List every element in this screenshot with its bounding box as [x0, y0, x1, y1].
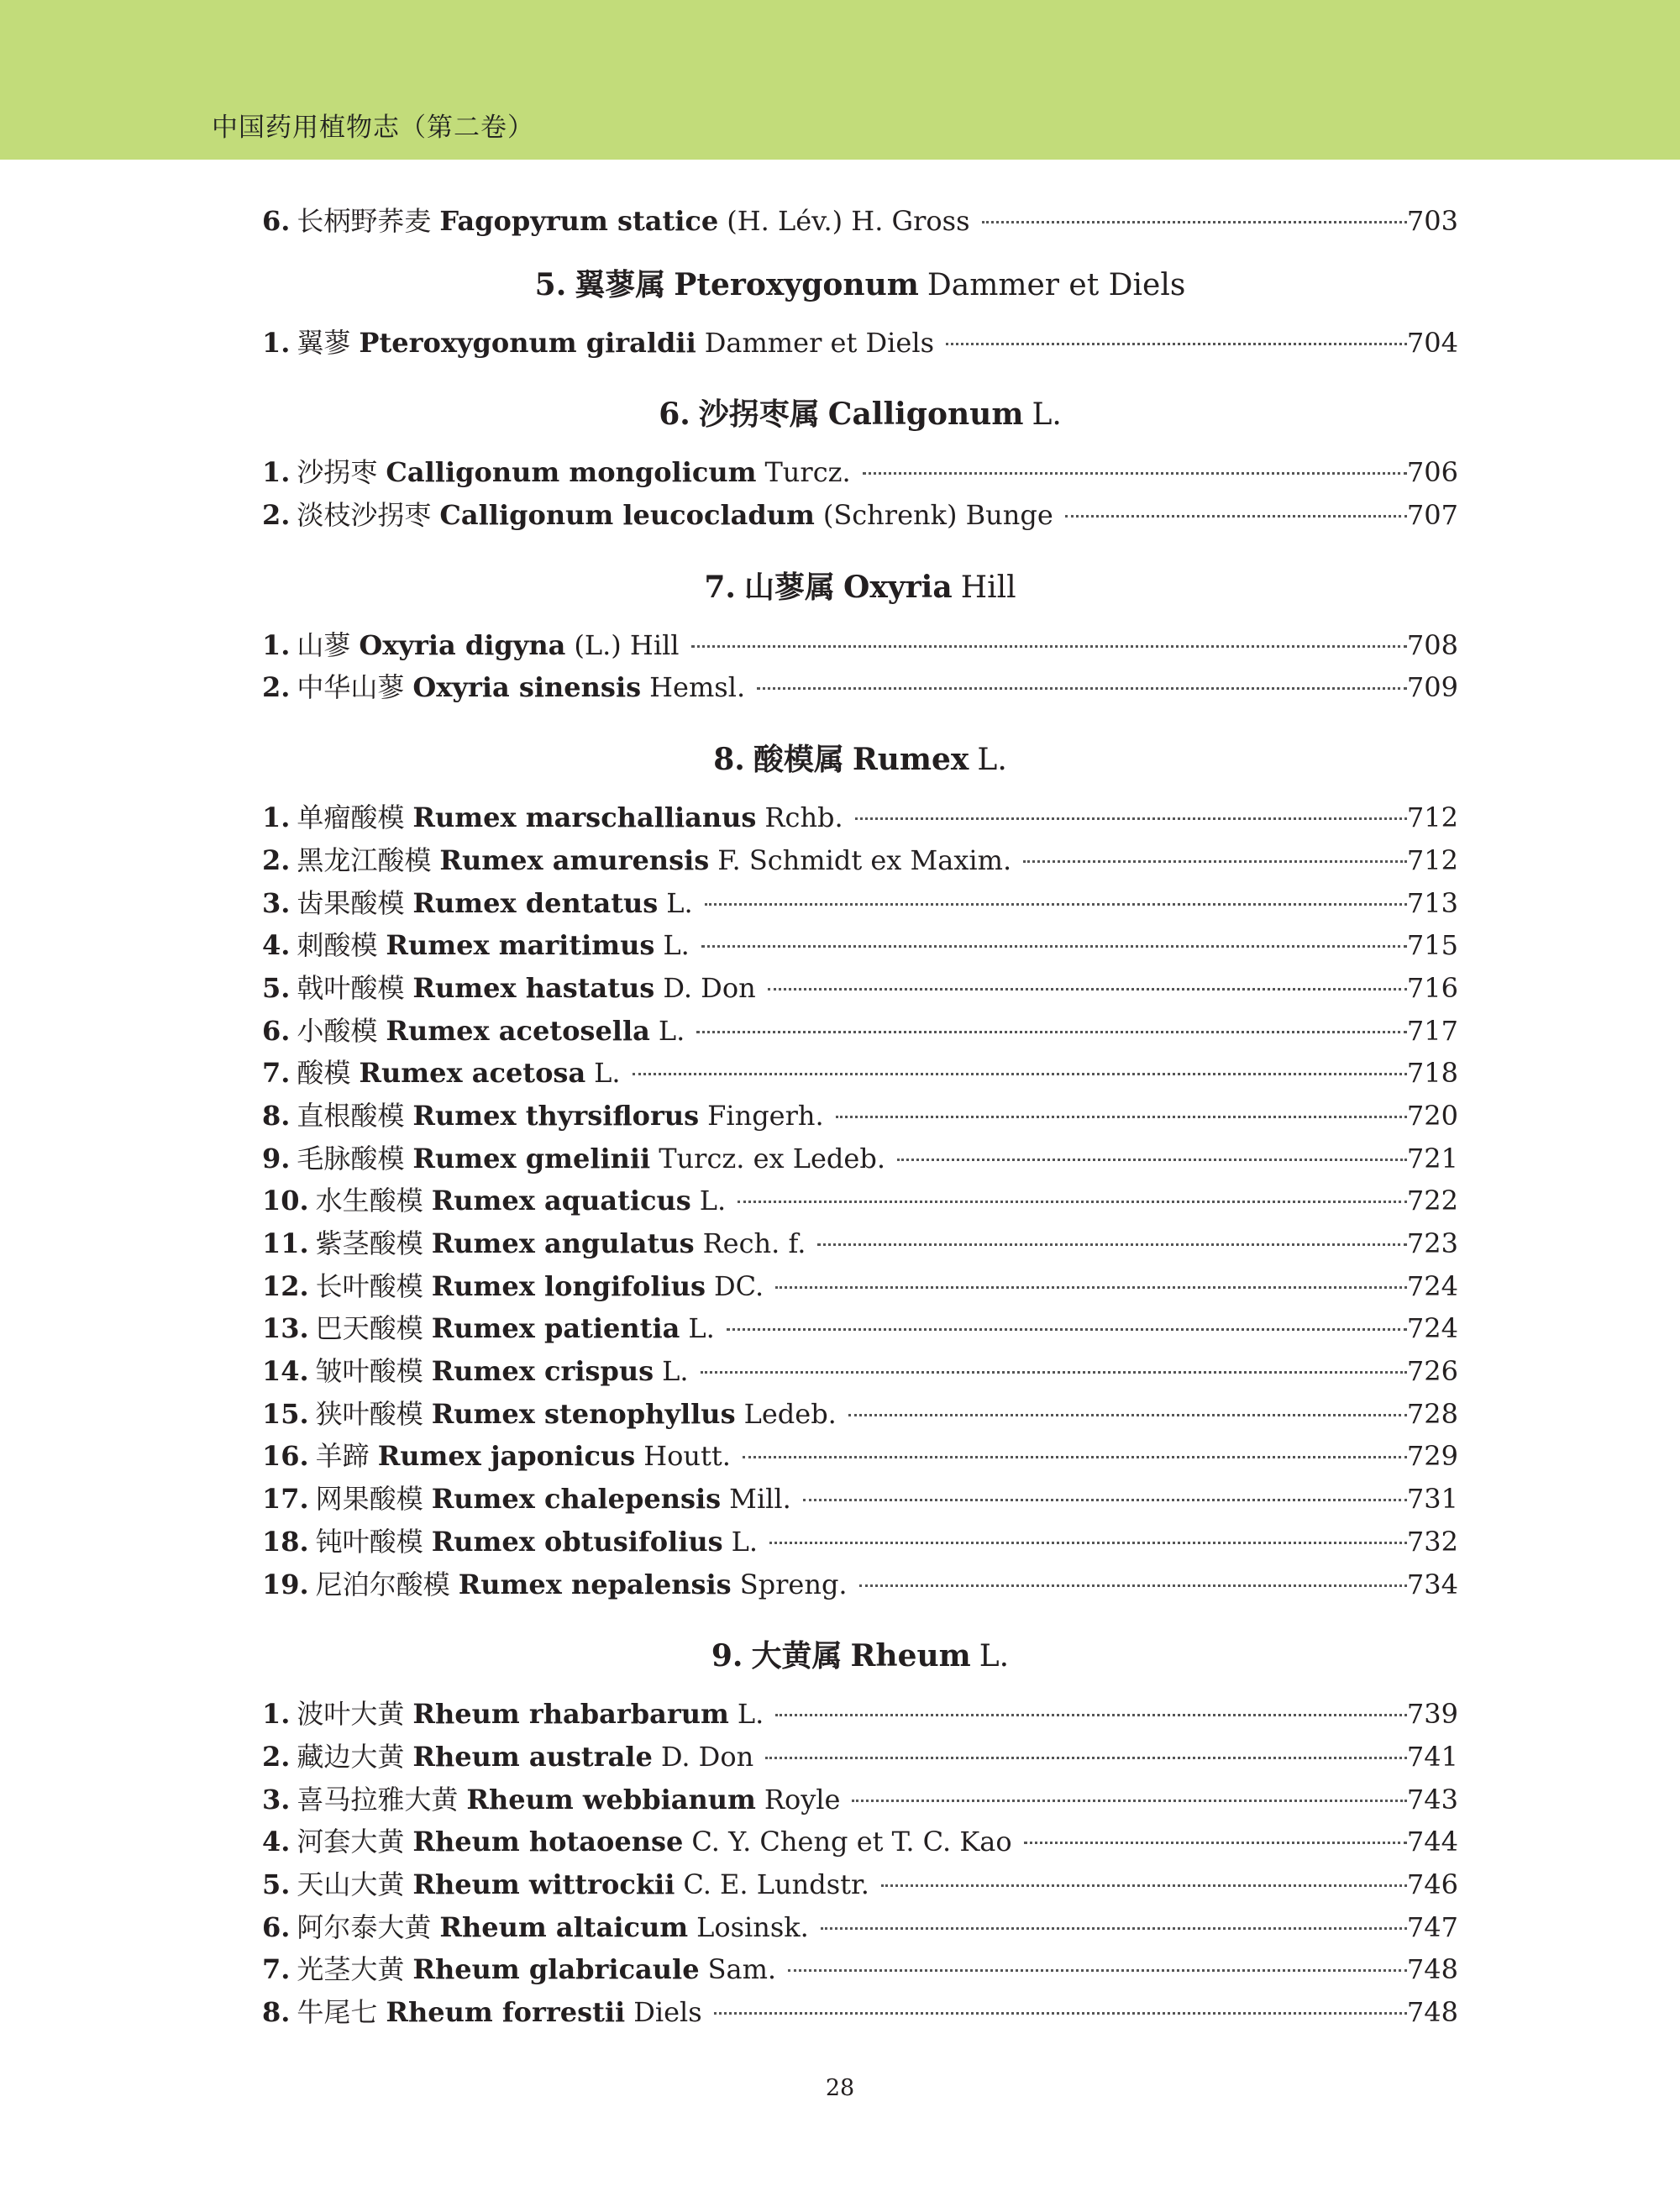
entry-author: Turcz. ex Ledeb.	[659, 1142, 885, 1174]
entry-species-name: Rumex obtusifolius	[431, 1525, 723, 1558]
genus-number: 9.	[711, 1638, 743, 1674]
dot-leader	[852, 1799, 1406, 1802]
entry-chinese-name: 河套大黄	[297, 1826, 405, 1858]
dot-leader	[775, 1713, 1407, 1716]
entry-number: 1.	[262, 1698, 291, 1731]
entry-number: 14.	[262, 1355, 309, 1388]
entry-page-number: 743	[1406, 1783, 1458, 1816]
entry-chinese-name: 紫茎酸模	[315, 1227, 423, 1259]
dot-leader	[803, 1498, 1407, 1501]
entry-page-number: 703	[1406, 205, 1458, 237]
entry-number: 3.	[262, 1783, 291, 1816]
page-header-band	[0, 0, 1680, 160]
entry-number: 1.	[262, 628, 291, 661]
entry-number: 7.	[262, 1057, 291, 1090]
toc-entry[interactable]	[262, 924, 1458, 967]
genus-chinese-name: 翼蓼属	[575, 266, 666, 302]
entry-number: 5.	[262, 971, 291, 1004]
entry-page-number: 739	[1406, 1698, 1458, 1731]
entry-chinese-name: 翼蓼	[297, 326, 351, 359]
toc-entry[interactable]	[262, 1863, 1458, 1906]
entry-author: Royle	[764, 1783, 841, 1816]
dot-leader	[768, 987, 1407, 991]
entry-chinese-name: 中华山蓼	[297, 671, 405, 704]
entry-chinese-name: 刺酸模	[297, 929, 378, 962]
entry-author: Spreng.	[739, 1568, 848, 1600]
entry-species-name: Rumex acetosa	[359, 1057, 586, 1090]
genus-number: 8.	[713, 742, 745, 778]
entry-species-name: Rumex thyrsiflorus	[412, 1099, 700, 1132]
entry-author: L.	[663, 929, 690, 962]
entry-species-name: Rumex aquaticus	[431, 1185, 691, 1217]
entry-species-name: Rheum altaicum	[439, 1910, 689, 1943]
toc-entry[interactable]	[262, 1821, 1458, 1863]
entry-chinese-name: 淡枝沙拐枣	[297, 499, 432, 532]
entry-page-number: 721	[1406, 1142, 1458, 1174]
entry-chinese-name: 羊蹄	[315, 1440, 370, 1473]
genus-number: 6.	[659, 397, 690, 433]
entry-author: Sam.	[707, 1953, 777, 1986]
entry-page-number: 734	[1406, 1568, 1458, 1600]
dot-leader	[881, 1884, 1407, 1887]
entry-author: Rech. f.	[702, 1227, 806, 1259]
entry-chinese-name: 藏边大黄	[297, 1740, 405, 1773]
page-number: 28	[825, 2075, 855, 2101]
entry-species-name: Rheum wittrockii	[412, 1868, 675, 1900]
dot-leader	[738, 1200, 1407, 1203]
entry-species-name: Rumex crispus	[431, 1355, 654, 1388]
entry-page-number: 746	[1406, 1868, 1458, 1900]
entry-page-number: 716	[1406, 971, 1458, 1004]
entry-page-number: 715	[1406, 929, 1458, 962]
entry-number: 17.	[262, 1483, 309, 1516]
entry-page-number: 731	[1406, 1483, 1458, 1516]
dot-leader	[743, 1455, 1407, 1458]
entry-species-name: Calligonum leucocladum	[439, 499, 815, 532]
entry-species-name: Rumex maritimus	[386, 929, 655, 962]
entry-page-number: 708	[1406, 628, 1458, 661]
genus-latin-name: Oxyria	[843, 569, 953, 605]
entry-chinese-name: 戟叶酸模	[297, 971, 405, 1004]
dot-leader	[714, 2011, 1407, 2015]
entry-number: 13.	[262, 1312, 309, 1345]
entry-species-name: Rumex dentatus	[412, 886, 659, 919]
entry-chinese-name: 尼泊尔酸模	[315, 1568, 450, 1600]
toc-entry[interactable]	[262, 1350, 1458, 1393]
toc-entry[interactable]	[262, 494, 1458, 537]
entry-chinese-name: 波叶大黄	[297, 1698, 405, 1731]
toc-entry[interactable]	[262, 322, 1458, 365]
dot-leader	[1065, 514, 1407, 518]
entry-page-number: 723	[1406, 1227, 1458, 1259]
entry-author: Mill.	[729, 1483, 791, 1516]
entry-chinese-name: 长叶酸模	[315, 1269, 423, 1302]
entry-author: D. Don	[660, 1740, 754, 1773]
entry-number: 10.	[262, 1185, 309, 1217]
entry-author: C. E. Lundstr.	[683, 1868, 869, 1900]
dot-leader	[946, 342, 1407, 345]
genus-number: 7.	[704, 569, 736, 605]
entry-author: L.	[688, 1312, 715, 1345]
genus-heading	[262, 560, 1458, 614]
entry-author: L.	[658, 1014, 685, 1047]
toc-entry[interactable]	[262, 1948, 1458, 1991]
toc-entry[interactable]	[262, 1693, 1458, 1736]
genus-chinese-name: 沙拐枣属	[698, 397, 820, 433]
toc-entry[interactable]	[262, 1052, 1458, 1095]
entry-number: 2.	[262, 671, 291, 704]
dot-leader	[836, 1115, 1407, 1118]
genus-heading	[262, 387, 1458, 441]
entry-chinese-name: 水生酸模	[315, 1185, 423, 1217]
entry-author: C. Y. Cheng et T. C. Kao	[691, 1826, 1012, 1858]
dot-leader	[705, 902, 1407, 906]
entry-number: 3.	[262, 886, 291, 919]
entry-species-name: Oxyria digyna	[359, 628, 566, 661]
entry-species-name: Calligonum mongolicum	[386, 456, 757, 489]
toc-entry[interactable]	[262, 1222, 1458, 1265]
entry-species-name: Rumex stenophyllus	[431, 1397, 736, 1430]
toc-entry[interactable]	[262, 1906, 1458, 1949]
entry-author: L.	[737, 1698, 764, 1731]
dot-leader	[859, 1584, 1407, 1587]
entry-page-number: 720	[1406, 1099, 1458, 1132]
entry-number: 16.	[262, 1440, 309, 1473]
toc-entry[interactable]	[262, 967, 1458, 1010]
toc-entry[interactable]	[262, 1478, 1458, 1521]
entry-number: 8.	[262, 1996, 291, 2028]
toc-entry[interactable]	[262, 796, 1458, 839]
book-title: 中国药用植物志（第二卷）	[212, 113, 534, 143]
entry-number: 1.	[262, 326, 291, 359]
entry-chinese-name: 齿果酸模	[297, 886, 405, 919]
entry-chinese-name: 网果酸模	[315, 1483, 423, 1516]
entry-chinese-name: 单瘤酸模	[297, 801, 405, 834]
entry-number: 6.	[262, 205, 291, 237]
entry-species-name: Rumex angulatus	[431, 1227, 695, 1259]
entry-species-name: Rumex marschallianus	[412, 801, 757, 834]
toc-entry[interactable]	[262, 1095, 1458, 1138]
entry-page-number: 726	[1406, 1355, 1458, 1388]
dot-leader	[701, 1370, 1407, 1374]
entry-species-name: Rumex longifolius	[431, 1269, 706, 1302]
entry-number: 1.	[262, 456, 291, 489]
entry-species-name: Rumex patientia	[431, 1312, 680, 1345]
dot-leader	[701, 944, 1407, 948]
toc-entry[interactable]	[262, 1435, 1458, 1478]
entry-species-name: Rumex acetosella	[386, 1014, 650, 1047]
entry-author: L.	[699, 1185, 727, 1217]
entry-number: 4.	[262, 929, 291, 962]
entry-number: 2.	[262, 843, 291, 876]
toc-entry[interactable]	[262, 1991, 1458, 2034]
entry-species-name: Rumex chalepensis	[431, 1483, 722, 1516]
entry-species-name: Rumex nepalensis	[458, 1568, 732, 1600]
entry-species-name: Rumex amurensis	[439, 843, 710, 876]
entry-author: L.	[594, 1057, 621, 1090]
dot-leader	[775, 1285, 1407, 1289]
toc-entry[interactable]	[262, 1779, 1458, 1821]
entry-chinese-name: 长柄野荞麦	[297, 205, 432, 237]
genus-latin-name: Rheum	[850, 1638, 971, 1674]
entry-number: 18.	[262, 1525, 309, 1558]
entry-author: (L.) Hill	[574, 628, 680, 661]
dot-leader	[696, 1030, 1407, 1033]
dot-leader	[1024, 1841, 1407, 1844]
genus-heading	[262, 1629, 1458, 1683]
entry-author: D. Don	[663, 971, 756, 1004]
entry-chinese-name: 毛脉酸模	[297, 1142, 405, 1174]
entry-species-name: Rumex hastatus	[412, 971, 655, 1004]
entry-author: L.	[666, 886, 693, 919]
entry-chinese-name: 沙拐枣	[297, 456, 378, 489]
genus-chinese-name: 大黄属	[751, 1638, 843, 1674]
entry-page-number: 748	[1406, 1996, 1458, 2028]
entry-page-number: 724	[1406, 1269, 1458, 1302]
entry-number: 15.	[262, 1397, 309, 1430]
entry-number: 1.	[262, 801, 291, 834]
dot-leader	[788, 1968, 1407, 1972]
entry-page-number: 744	[1406, 1826, 1458, 1858]
toc-entry[interactable]	[262, 1307, 1458, 1350]
entry-author: Ledeb.	[743, 1397, 837, 1430]
entry-number: 9.	[262, 1142, 291, 1174]
entry-author: Losinsk.	[696, 1910, 809, 1943]
dot-leader	[897, 1158, 1407, 1161]
entry-number: 11.	[262, 1227, 309, 1259]
genus-author: Dammer et Diels	[927, 267, 1186, 302]
entry-species-name: Rheum australe	[412, 1740, 653, 1773]
toc-entry[interactable]	[262, 624, 1458, 667]
entry-page-number: 713	[1406, 886, 1458, 919]
toc-entry[interactable]	[262, 1521, 1458, 1563]
entry-species-name: Rheum hotaoense	[412, 1826, 684, 1858]
dot-leader	[765, 1756, 1407, 1759]
dot-leader	[1023, 859, 1407, 863]
entry-number: 6.	[262, 1910, 291, 1943]
entry-page-number: 706	[1406, 456, 1458, 489]
entry-number: 12.	[262, 1269, 309, 1302]
entry-author: Turcz.	[764, 456, 851, 489]
genus-chinese-name: 山蓼属	[743, 569, 835, 605]
entry-page-number: 712	[1406, 843, 1458, 876]
genus-author: L.	[977, 743, 1007, 778]
entry-species-name: Oxyria sinensis	[412, 671, 642, 704]
entry-chinese-name: 酸模	[297, 1057, 351, 1090]
entry-number: 2.	[262, 1740, 291, 1773]
entry-page-number: 747	[1406, 1910, 1458, 1943]
entry-page-number: 709	[1406, 671, 1458, 704]
toc-entry[interactable]	[262, 1265, 1458, 1308]
genus-latin-name: Pteroxygonum	[674, 266, 919, 302]
entry-page-number: 717	[1406, 1014, 1458, 1047]
entry-page-number: 732	[1406, 1525, 1458, 1558]
entry-number: 4.	[262, 1826, 291, 1858]
dot-leader	[727, 1327, 1407, 1331]
dot-leader	[769, 1541, 1407, 1544]
entry-chinese-name: 巴天酸模	[315, 1312, 423, 1345]
genus-author: L.	[979, 1639, 1010, 1674]
genus-latin-name: Calligonum	[827, 397, 1024, 433]
entry-author: Hemsl.	[649, 671, 746, 704]
entry-page-number: 707	[1406, 499, 1458, 532]
entry-species-name: Rheum rhabarbarum	[412, 1698, 729, 1731]
dot-leader	[821, 1926, 1407, 1930]
dot-leader	[817, 1243, 1407, 1246]
entry-page-number: 728	[1406, 1397, 1458, 1430]
toc-entry[interactable]	[262, 1736, 1458, 1779]
toc-entry[interactable]	[262, 882, 1458, 925]
entry-page-number: 741	[1406, 1740, 1458, 1773]
dot-leader	[855, 817, 1407, 820]
entry-chinese-name: 天山大黄	[297, 1868, 405, 1900]
entry-chinese-name: 黑龙江酸模	[297, 843, 432, 876]
dot-leader	[982, 220, 1407, 223]
entry-number: 7.	[262, 1953, 291, 1986]
entry-species-name: Rumex gmelinii	[412, 1142, 651, 1174]
entry-author: F. Schmidt ex Maxim.	[717, 843, 1012, 876]
toc-entry[interactable]	[262, 451, 1458, 494]
toc-entry[interactable]	[262, 1010, 1458, 1053]
entry-species-name: Fagopyrum statice	[439, 205, 719, 237]
entry-chinese-name: 喜马拉雅大黄	[297, 1783, 459, 1816]
entry-number: 8.	[262, 1099, 291, 1132]
toc-entry[interactable]	[262, 200, 1458, 243]
entry-chinese-name: 牛尾七	[297, 1996, 378, 2028]
dot-leader	[863, 471, 1407, 475]
entry-number: 19.	[262, 1568, 309, 1600]
dot-leader	[691, 644, 1407, 648]
entry-species-name: Rumex japonicus	[377, 1440, 636, 1473]
entry-author: Houtt.	[643, 1440, 731, 1473]
genus-heading	[262, 258, 1458, 312]
entry-chinese-name: 山蓼	[297, 628, 351, 661]
entry-author: L.	[662, 1355, 689, 1388]
entry-page-number: 704	[1406, 326, 1458, 359]
entry-author: (Schrenk) Bunge	[822, 499, 1053, 532]
entry-author: Fingerh.	[707, 1099, 824, 1132]
dot-leader	[848, 1413, 1407, 1416]
entry-chinese-name: 光茎大黄	[297, 1953, 405, 1986]
toc-entry[interactable]	[262, 666, 1458, 709]
entry-chinese-name: 阿尔泰大黄	[297, 1910, 432, 1943]
genus-chinese-name: 酸模属	[753, 742, 844, 778]
entry-chinese-name: 狭叶酸模	[315, 1397, 423, 1430]
entry-species-name: Pteroxygonum giraldii	[359, 326, 696, 359]
entry-number: 6.	[262, 1014, 291, 1047]
entry-species-name: Rheum webbianum	[466, 1783, 756, 1816]
entry-number: 2.	[262, 499, 291, 532]
entry-page-number: 712	[1406, 801, 1458, 834]
dot-leader	[633, 1072, 1407, 1075]
entry-number: 5.	[262, 1868, 291, 1900]
entry-species-name: Rheum forrestii	[386, 1996, 626, 2028]
dot-leader	[757, 686, 1407, 690]
entry-page-number: 729	[1406, 1440, 1458, 1473]
entry-author: DC.	[713, 1269, 764, 1302]
table-of-contents	[262, 200, 1458, 2034]
entry-author: (H. Lév.) H. Gross	[727, 205, 970, 237]
toc-entry[interactable]	[262, 1563, 1458, 1606]
toc-entry[interactable]	[262, 839, 1458, 882]
toc-entry[interactable]	[262, 1180, 1458, 1222]
entry-page-number: 718	[1406, 1057, 1458, 1090]
entry-chinese-name: 皱叶酸模	[315, 1355, 423, 1388]
entry-author: Dammer et Diels	[704, 326, 934, 359]
entry-chinese-name: 直根酸模	[297, 1099, 405, 1132]
entry-author: Rchb.	[764, 801, 843, 834]
genus-heading	[262, 733, 1458, 786]
genus-author: Hill	[960, 570, 1016, 605]
entry-page-number: 748	[1406, 1953, 1458, 1986]
genus-latin-name: Rumex	[852, 742, 969, 778]
entry-species-name: Rheum glabricaule	[412, 1953, 700, 1986]
toc-entry[interactable]	[262, 1138, 1458, 1180]
entry-page-number: 722	[1406, 1185, 1458, 1217]
entry-chinese-name: 钝叶酸模	[315, 1525, 423, 1558]
entry-page-number: 724	[1406, 1312, 1458, 1345]
genus-author: L.	[1032, 397, 1062, 433]
entry-author: L.	[731, 1525, 759, 1558]
genus-number: 5.	[534, 266, 567, 302]
toc-entry[interactable]	[262, 1393, 1458, 1436]
entry-chinese-name: 小酸模	[297, 1014, 378, 1047]
entry-author: Diels	[633, 1996, 702, 2028]
